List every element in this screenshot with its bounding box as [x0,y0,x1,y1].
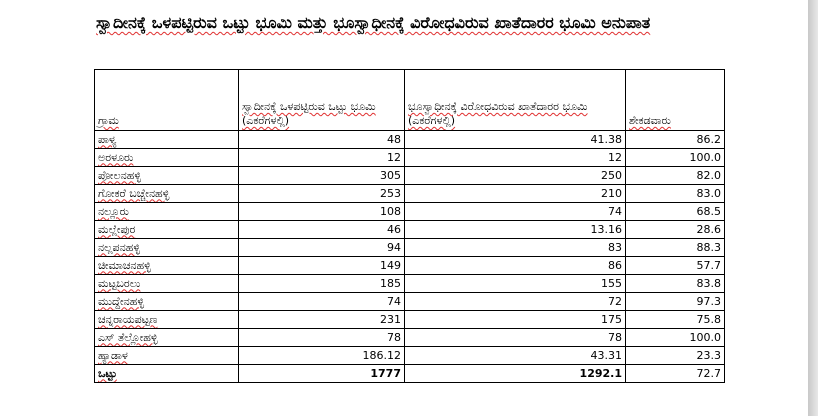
acquired-cell: 74 [239,293,405,311]
village-cell: ಮಲ್ಲೇಪುರ [95,221,239,239]
total-opposed: 1292.1 [405,365,626,383]
table-row [95,347,725,365]
village-cell: ಪೋಲನಹಳ್ಳಿ [95,167,239,185]
opposed-cell: 13.16 [405,221,626,239]
opposed-cell: 210 [405,185,626,203]
village-cell: ಅರಳೂರು [95,149,239,167]
acquired-cell: 94 [239,239,405,257]
acquired-cell: 108 [239,203,405,221]
village-cell: ಮುದ್ದೇನಹಳ್ಳಿ [95,293,239,311]
header-village: ಗ್ರಾಮ [95,70,239,131]
header-percent: ಶೇಕಡವಾರು [626,70,725,131]
acquired-cell: 48 [239,131,405,149]
opposed-cell: 12 [405,149,626,167]
percent-cell: 88.3 [626,239,725,257]
opposed-cell: 83 [405,239,626,257]
header-acquired: ಸ್ವಾದೀನಕ್ಕೆ ಒಳಪಟ್ಟಿರುವ ಒಟ್ಟು ಭೂಮಿ (ಎಕರೆಗಳಲ್ಲಿ) [239,70,405,131]
acquired-cell: 186.12 [239,347,405,365]
land-ratio-table [94,69,725,383]
percent-cell: 100.0 [626,149,725,167]
acquired-cell: 149 [239,257,405,275]
village-cell: ಚೀಮಾಚನಹಳ್ಳಿ [95,257,239,275]
table-row [95,131,725,149]
opposed-cell: 86 [405,257,626,275]
table-header-row [95,70,725,131]
village-cell: ಮಟ್ಟಬರಲು [95,275,239,293]
village-cell: ನಲ್ಲೂರು [95,203,239,221]
table-row [95,185,725,203]
table-row [95,293,725,311]
acquired-cell: 185 [239,275,405,293]
percent-cell: 68.5 [626,203,725,221]
opposed-cell: 41.38 [405,131,626,149]
percent-cell: 28.6 [626,221,725,239]
percent-cell: 75.8 [626,311,725,329]
opposed-cell: 72 [405,293,626,311]
opposed-cell: 250 [405,167,626,185]
percent-cell: 97.3 [626,293,725,311]
opposed-cell: 175 [405,311,626,329]
table-row [95,275,725,293]
acquired-cell: 12 [239,149,405,167]
percent-cell: 23.3 [626,347,725,365]
page-edge-shadow [808,0,818,416]
acquired-cell: 253 [239,185,405,203]
opposed-cell: 43.31 [405,347,626,365]
opposed-cell: 155 [405,275,626,293]
acquired-cell: 231 [239,311,405,329]
table-row [95,167,725,185]
table-row [95,257,725,275]
village-cell: ನಲ್ಲಪನಹಳ್ಳಿ [95,239,239,257]
percent-cell: 57.7 [626,257,725,275]
total-percent: 72.7 [626,365,725,383]
title-text: ಸ್ವಾದೀನಕ್ಕೆ ಒಳಪಟ್ಟಿರುವ ಒಟ್ಟು ಭೂಮಿ ಮತ್ತು ಭೂಸ್ವಾಧೀನಕ್ಕೆ ವಿರೋಧವಿರುವ ಖಾತೆದಾರರ ಭೂಮಿ ಅನುಪಾತ [96,13,651,32]
village-cell: ಪಾಳ್ಯ [95,131,239,149]
village-cell: ಎಸ್ ತೆಲ್ಲೋಹಳ್ಳಿ [95,329,239,347]
percent-cell: 83.8 [626,275,725,293]
percent-cell: 86.2 [626,131,725,149]
acquired-cell: 46 [239,221,405,239]
acquired-cell: 78 [239,329,405,347]
table-row [95,329,725,347]
table-row [95,311,725,329]
opposed-cell: 74 [405,203,626,221]
percent-cell: 82.0 [626,167,725,185]
table-row [95,149,725,167]
table-row [95,203,725,221]
percent-cell: 100.0 [626,329,725,347]
table-row [95,239,725,257]
opposed-cell: 78 [405,329,626,347]
percent-cell: 83.0 [626,185,725,203]
header-opposed: ಭೂಸ್ವಾಧೀನಕ್ಕೆ ವಿರೋಧವಿರುವ ಖಾತೆದಾರರ ಭೂಮಿ (ಎಕರೆಗಳಲ್ಲಿ) [405,70,626,131]
village-cell: ಚನ್ನರಾಯಪಟ್ಟಣ [95,311,239,329]
acquired-cell: 305 [239,167,405,185]
total-acquired: 1777 [239,365,405,383]
table-row [95,221,725,239]
village-cell: ಹ್ಯಾಡಾಳ [95,347,239,365]
total-label: ಒಟ್ಟು [95,365,239,383]
village-cell: ಗೋಕರೆ ಬಚ್ಚೇನಹಳ್ಳಿ [95,185,239,203]
table-total-row [95,365,725,383]
document-title [96,10,776,36]
